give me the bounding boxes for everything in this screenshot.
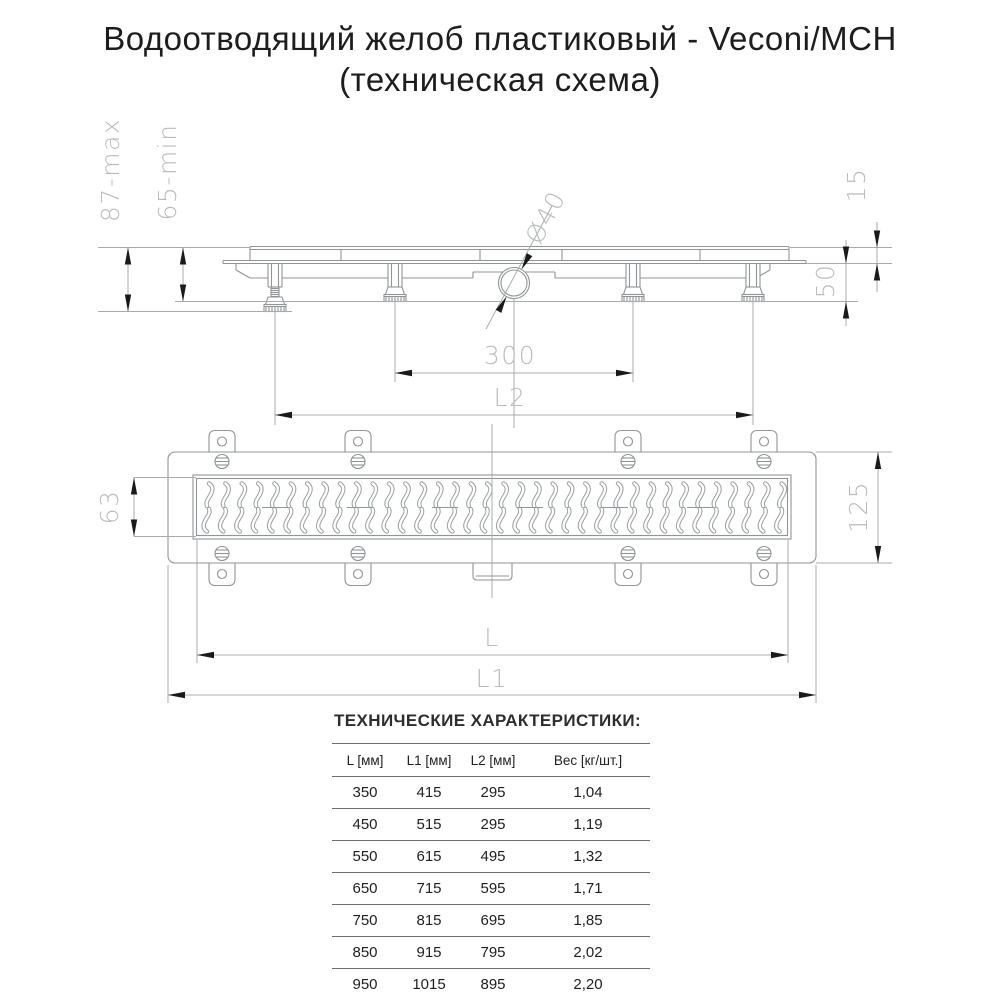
- dim-grate-width: 63: [95, 489, 124, 525]
- dim-height-max: 87-max: [96, 117, 125, 223]
- dim-top-offset: 15: [842, 167, 871, 203]
- spec-cell: 495: [460, 841, 526, 873]
- spec-cell: 1,19: [526, 809, 650, 841]
- spec-cell: 515: [398, 809, 460, 841]
- spec-col-header: L [мм]: [332, 744, 398, 777]
- dim-leg-spacing: 300: [483, 341, 537, 370]
- table-row: [332, 841, 650, 873]
- spec-cell: 815: [398, 905, 460, 937]
- table-row: [332, 905, 650, 937]
- spec-cell: 650: [332, 873, 398, 905]
- spec-cell: 715: [398, 873, 460, 905]
- page-title-line2: (техническая схема): [339, 61, 661, 98]
- table-row: [332, 937, 650, 969]
- page-title-line1: Водоотводящий желоб пластиковый - Veconi/MCH: [103, 20, 897, 57]
- spec-cell: 695: [460, 905, 526, 937]
- table-row: [332, 873, 650, 905]
- spec-col-header: L1 [мм]: [398, 744, 460, 777]
- spec-cell: 1,85: [526, 905, 650, 937]
- spec-cell: 1,71: [526, 873, 650, 905]
- spec-cell: 295: [460, 809, 526, 841]
- spec-table: [332, 743, 650, 1000]
- dim-side-height: 50: [811, 263, 840, 299]
- dim-height-min: 65-min: [153, 123, 182, 221]
- spec-cell: 950: [332, 969, 398, 1000]
- spec-cell: 1,04: [526, 777, 650, 809]
- spec-col-header: L2 [мм]: [460, 744, 526, 777]
- dim-l1: L1: [475, 664, 509, 693]
- spec-cell: 615: [398, 841, 460, 873]
- spec-cell: 895: [460, 969, 526, 1000]
- spec-cell: 915: [398, 937, 460, 969]
- spec-col-header: Вес [кг/шт.]: [526, 744, 650, 777]
- spec-cell: 1,32: [526, 841, 650, 873]
- table-row: [332, 777, 650, 809]
- spec-section: [332, 711, 650, 1000]
- spec-cell: 550: [332, 841, 398, 873]
- dim-body-width: 125: [844, 480, 873, 534]
- spec-cell: 295: [460, 777, 526, 809]
- dim-l: L: [484, 623, 500, 652]
- dim-l2: L2: [493, 383, 527, 412]
- spec-cell: 415: [398, 777, 460, 809]
- dim-drain-diameter: Ø40: [519, 185, 572, 249]
- spec-heading: ТЕХНИЧЕСКИЕ ХАРАКТЕРИСТИКИ:: [334, 711, 642, 730]
- table-row: [332, 809, 650, 841]
- table-row: [332, 969, 650, 1000]
- spec-cell: 750: [332, 905, 398, 937]
- spec-cell: 850: [332, 937, 398, 969]
- spec-cell: 350: [332, 777, 398, 809]
- spec-cell: 795: [460, 937, 526, 969]
- spec-cell: 2,20: [526, 969, 650, 1000]
- spec-cell: 2,02: [526, 937, 650, 969]
- spec-cell: 595: [460, 873, 526, 905]
- spec-cell: 450: [332, 809, 398, 841]
- spec-cell: 1015: [398, 969, 460, 1000]
